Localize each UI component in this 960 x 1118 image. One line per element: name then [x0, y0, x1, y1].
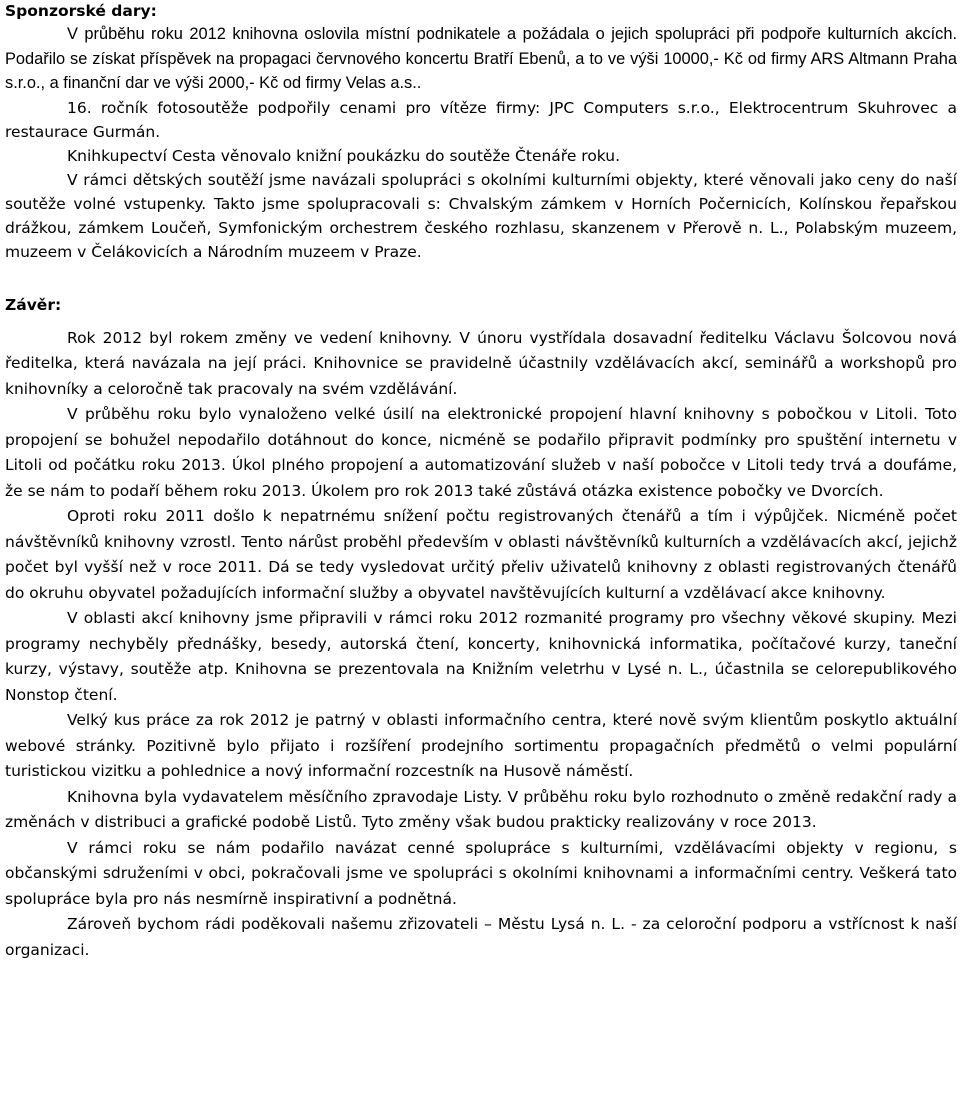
conclusion-paragraph: V oblasti akcí knihovny jsme připravili v rámci roku 2012 rozmanité programy pro všechny věkové skupiny. Mezi programy nechyběly přednášky, besedy, autorská čtení, koncerty, knihovnická informatika, počítačové kurzy, taneční kurzy, výstavy, soutěže atp. Knihovna se prezentovala na Knižním veletrhu v Lysé n. L., účastnila se celorepublikového Nonstop čtení. [5, 609, 957, 704]
conclusion-paragraph: Zároveň bychom rádi poděkovali našemu zřizovateli – Městu Lysá n. L. - za celoroční podporu a vstřícnost k naší organizaci. [5, 915, 957, 959]
sponsorship-heading: Sponzorské dary: [5, 2, 157, 20]
conclusion-paragraph: V rámci roku se nám podařilo navázat cenné spolupráce s kulturními, vzdělávacími objekty v regionu, s občanskými sdruženími v obci, pokračovali jsme ve spolupráci s okolními knihovnami a informačními centry. Veškerá tato spolupráce byla pro nás nesmírně inspirativní a podnětná. [5, 838, 957, 908]
sponsorship-section [5, 0, 957, 264]
sponsorship-paragraph: V rámci dětských soutěží jsme navázali spolupráci s okolními kulturními objekty, které věnovali jako ceny do naší soutěže volné vstupenky. Takto jsme spolupracovali s: Chvalským zámkem v Horních Počernicích, Kolínskou řepařskou drážkou, zámkem Loučeň, Symfonickým orchestrem českého rozhlasu, skanzenem v Přerově n. L., Polabským muzeem, muzeem v Čelákovicích a Národním muzeem v Praze. [5, 170, 957, 261]
sponsorship-paragraph: V průběhu roku 2012 knihovna oslovila místní podnikatele a požádala o jejich spolupráci při podpoře kulturních akcích. Podařilo se získat příspěvek na propagaci červnového koncertu Bratří Ebenů, a to ve výši 10000,- Kč od firmy ARS Altmann Praha s.r.o., a finanční dar ve výši 2000,- Kč od firmy Velas a.s.. [5, 25, 957, 92]
conclusion-heading: Závěr: [5, 295, 62, 314]
conclusion-paragraph: Knihovna byla vydavatelem měsíčního zpravodaje Listy. V průběhu roku bylo rozhodnuto o změně redakční rady a změnách v distribuci a grafické podobě Listů. Tyto změny však budou prakticky realizovány v roce 2013. [5, 787, 957, 831]
conclusion-paragraph: Rok 2012 byl rokem změny ve vedení knihovny. V únoru vystřídala dosavadní ředitelku Václavu Šolcovou nová ředitelka, která navázala na její práci. Knihovnice se pravidelně účastnily vzdělávacích akcí, seminářů a workshopů pro knihovníky a celoročně tak pracovaly na svém vzdělávání. [5, 328, 957, 398]
conclusion-paragraph: Oproti roku 2011 došlo k nepatrnému snížení počtu registrovaných čtenářů a tím i výpůjček. Nicméně počet návštěvníků knihovny vzrostl. Tento nárůst proběhl především v oblasti návštěvníků kulturních a vzdělávacích akcí, jejichž počet byl vyšší než v roce 2011. Dá se tedy vysledovat určitý přeliv uživatelů knihovny z oblasti registrovaných čtenářů do okruhu obyvatel požadujících informační služby a obyvatel navštěvujících kulturní a vzdělávací akce knihovny. [5, 507, 957, 602]
conclusion-section [5, 294, 957, 964]
section-spacer [5, 264, 957, 294]
conclusion-paragraph: Velký kus práce za rok 2012 je patrný v oblasti informačního centra, které nově svým klientům poskytlo aktuální webové stránky. Pozitivně bylo přijato i rozšíření prodejního sortimentu propagačních předmětů o velmi populární turistickou vizitku a pohlednice a nový informační rozcestník na Husově náměstí. [5, 711, 957, 780]
conclusion-paragraph: V průběhu roku bylo vynaloženo velké úsilí na elektronické propojení hlavní knihovny s pobočkou v Litoli. Toto propojení se bohužel nepodařilo dotáhnout do konce, nicméně se podařilo připravit podmínky pro spuštění internetu v Litoli od počátku roku 2013. Úkol plného propojení a automatizování služeb v naší pobočce v Litoli tedy trvá a doufáme, že se nám to podaří během roku 2013. Úkolem pro rok 2013 také zůstává otázka existence pobočky ve Dvorcích. [5, 405, 957, 500]
document-page [5, 0, 957, 963]
sponsorship-paragraph: Knihkupectví Cesta věnovalo knižní poukázku do soutěže Čtenáře roku. [67, 146, 621, 165]
sponsorship-paragraph: 16. ročník fotosoutěže podpořily cenami pro vítěze firmy: JPC Computers s.r.o., Elektrocentrum Skuhrovec a restaurace Gurmán. [5, 98, 957, 141]
